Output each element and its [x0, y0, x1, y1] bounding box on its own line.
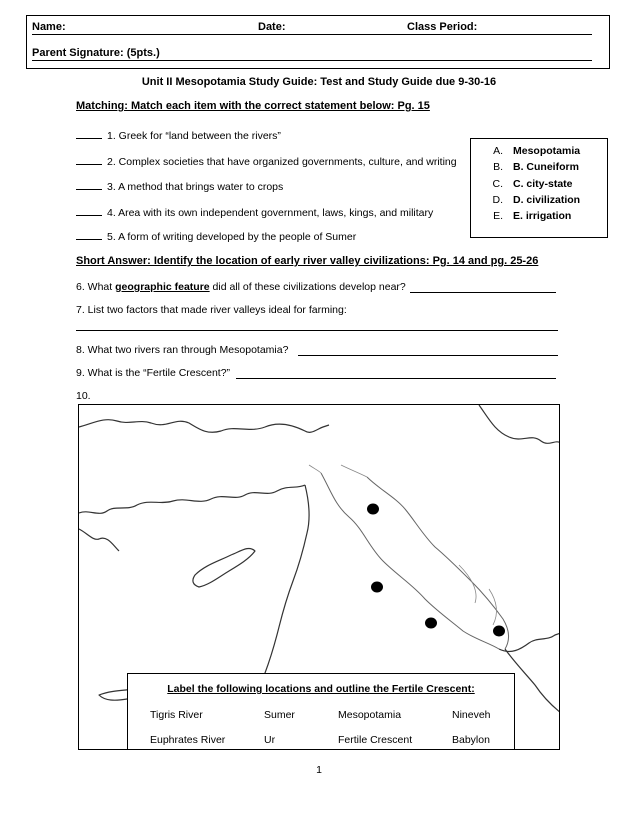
- page-number: 1: [316, 764, 322, 776]
- parent-signature-label: Parent Signature: (5pts.): [32, 47, 160, 59]
- matching-heading: Matching: Match each item with the correct statement below: Pg. 15: [76, 100, 430, 112]
- label-sumer: Sumer: [264, 709, 295, 721]
- cyprus-island: [193, 548, 255, 587]
- tigris-river: [367, 477, 509, 649]
- matching-item-5: 5. A form of writing developed by the people of Sumer: [76, 231, 356, 243]
- question-9: 9. What is the “Fertile Crescent?”: [76, 367, 231, 379]
- answer-line-9[interactable]: [236, 378, 556, 379]
- answer-blank[interactable]: [76, 164, 102, 165]
- page-title: Unit II Mesopotamia Study Guide: Test and Study Guide due 9-30-16: [141, 76, 497, 88]
- answer-option-e: E. E. irrigation: [493, 210, 572, 223]
- answer-line-7[interactable]: [76, 330, 558, 331]
- name-label: Name:: [32, 21, 66, 33]
- tributary-1: [309, 465, 367, 477]
- southern-anatolia-coast: [79, 485, 305, 513]
- eastern-highlands: [479, 405, 560, 443]
- city-marker-2: [371, 582, 383, 593]
- label-ur: Ur: [264, 734, 276, 746]
- question-8: 8. What two rivers ran through Mesopotamia?: [76, 344, 289, 356]
- answer-option-b: B. B. Cuneiform: [493, 161, 579, 174]
- matching-item-4: 4. Area with its own independent government, laws, kings, and military: [76, 207, 433, 219]
- answer-blank[interactable]: [76, 239, 102, 240]
- answer-option-a: A. Mesopotamia: [493, 145, 581, 157]
- map-label-box: [127, 673, 515, 750]
- answer-blank[interactable]: [76, 189, 102, 190]
- short-answer-heading: Short Answer: Identify the location of early river valley civilizations: Pg. 14 and pg. 25-26: [76, 255, 539, 267]
- answer-line-6[interactable]: [410, 292, 556, 293]
- answer-option-c: C. C. city-state: [492, 177, 573, 190]
- west-shore: [79, 529, 119, 551]
- question-10: 10.: [76, 390, 91, 402]
- city-marker-4: [493, 626, 505, 637]
- city-marker-1: [367, 504, 379, 515]
- class-period-label: Class Period:: [407, 21, 478, 33]
- label-nineveh: Nineveh: [452, 709, 491, 721]
- label-tigris-river: Tigris River: [150, 709, 203, 721]
- geographic-feature-emphasis: geographic feature: [115, 281, 210, 293]
- answer-line-8[interactable]: [298, 355, 558, 356]
- answer-option-d: D. D. civilization: [492, 193, 581, 206]
- city-marker-3: [425, 618, 437, 629]
- matching-item-1: 1. Greek for “land between the rivers”: [76, 130, 281, 142]
- euphrates-river: [321, 473, 499, 649]
- question-6: 6. What geographic feature did all of these civilizations develop near?: [76, 281, 406, 293]
- label-euphrates-river: Euphrates River: [150, 734, 226, 746]
- date-label: Date:: [258, 21, 286, 33]
- question-7: 7. List two factors that made river valleys ideal for farming:: [76, 304, 347, 316]
- name-line: [32, 34, 592, 35]
- map-label-instructions: Label the following locations and outline the Fertile Crescent:: [167, 683, 475, 695]
- answer-bank: [470, 138, 608, 238]
- matching-item-3: 3. A method that brings water to crops: [76, 181, 283, 193]
- answer-blank[interactable]: [76, 138, 102, 139]
- matching-item-2: 2. Complex societies that have organized governments, culture, and writing: [76, 156, 457, 168]
- anatolia-coastline: [79, 420, 329, 433]
- signature-line: [32, 60, 592, 61]
- answer-blank[interactable]: [76, 215, 102, 216]
- label-fertile-crescent: Fertile Crescent: [338, 734, 413, 746]
- label-babylon: Babylon: [452, 734, 490, 746]
- label-mesopotamia: Mesopotamia: [338, 709, 402, 721]
